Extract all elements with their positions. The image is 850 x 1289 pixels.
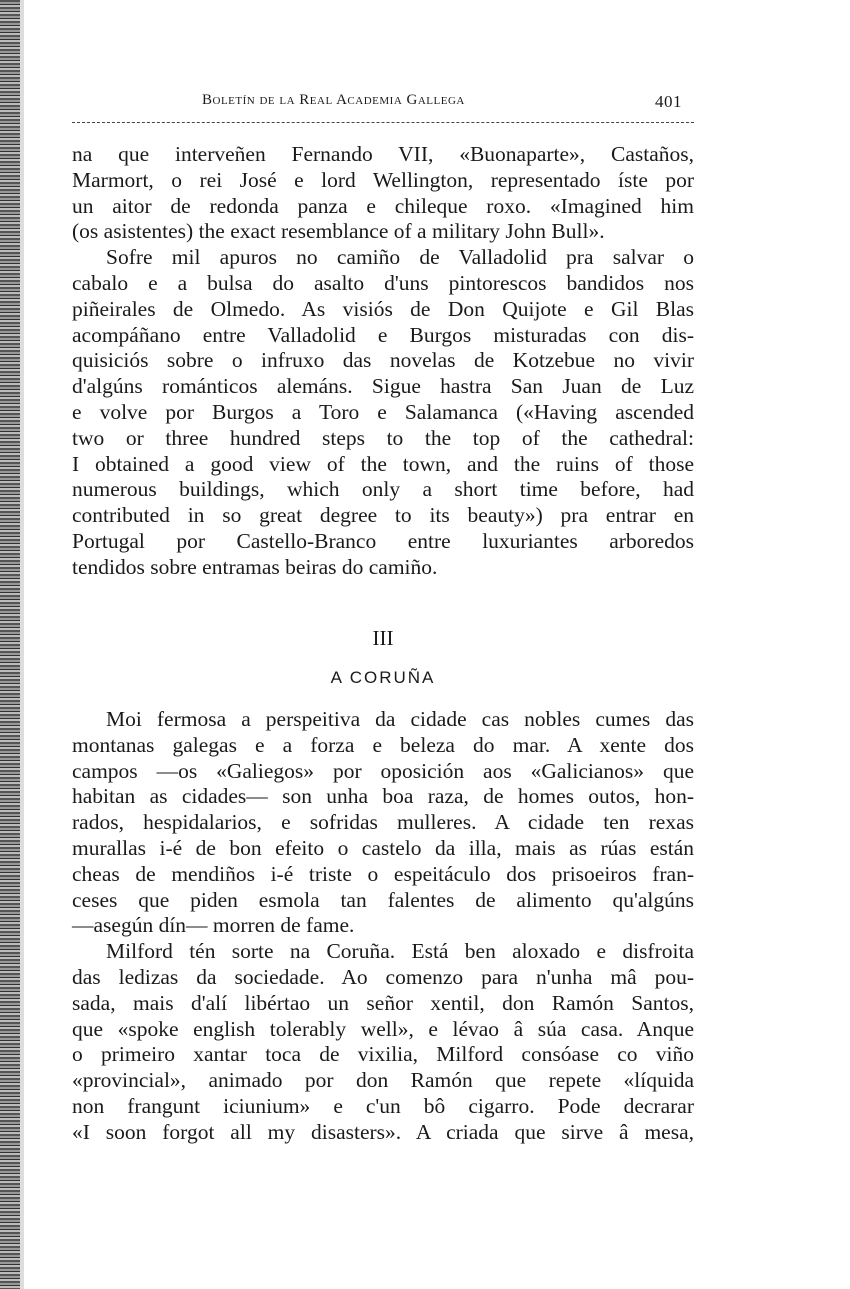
section-number: III bbox=[372, 626, 394, 650]
text-line: que «spoke english tolerably well», e lévao â súa casa. Anque bbox=[72, 1016, 694, 1041]
running-header bbox=[72, 92, 694, 116]
text-line: ceses que piden esmola tan falentes de alimento qu'algúns bbox=[72, 887, 694, 912]
text-line: «provincial», animado por don Ramón que repete «líquida bbox=[72, 1068, 694, 1093]
text-line: Sofre mil apuros no camiño de Valladolid pra salvar o bbox=[106, 245, 694, 270]
text-line: «I soon forgot all my disasters». A criada que sirve â mesa, bbox=[72, 1119, 694, 1144]
text-line: habitan as cidades— son unha boa raza, de homes outos, hon- bbox=[72, 784, 694, 809]
text-line: campos —os «Galiegos» por oposición aos «Galicianos» que bbox=[72, 758, 694, 783]
text-line: cheas de mendiños i-é triste o espeitáculo dos prisoeiros fran- bbox=[72, 861, 694, 886]
text-line: sada, mais d'alí libértao un señor xentil, don Ramón Santos, bbox=[72, 990, 694, 1015]
text-line: numerous buildings, which only a short time before, had bbox=[72, 477, 694, 502]
text-line: acompáñano entre Valladolid e Burgos misturadas con dis- bbox=[72, 322, 694, 347]
text-line: I obtained a good view of the town, and the ruins of those bbox=[72, 451, 694, 476]
text-line: montanas galegas e a forza e beleza do mar. A xente dos bbox=[72, 732, 694, 757]
text-line: Portugal por Castello-Branco entre luxuriantes arboredos bbox=[72, 528, 694, 553]
text-line: murallas i-é de bon efeito o castelo da illa, mais as rúas están bbox=[72, 835, 694, 860]
text-line: d'algúns románticos alemáns. Sigue hastra San Juan de Luz bbox=[72, 374, 694, 399]
section-title: A CORUÑA bbox=[330, 668, 436, 687]
text-line: rados, hespidalarios, e sofridas mulleres. A cidade ten rexas bbox=[72, 810, 694, 835]
text-line: tendidos sobre entramas beiras do camiño. bbox=[72, 554, 438, 579]
text-line: two or three hundred steps to the top of the cathedral: bbox=[72, 425, 694, 450]
text-line: —asegún dín— morren de fame. bbox=[72, 913, 355, 938]
text-line: Moi fermosa a perspeitiva da cidade cas nobles cumes das bbox=[106, 707, 694, 731]
text-line: Milford tén sorte na Coruña. Está ben aloxado e disfroita bbox=[106, 939, 694, 964]
journal-title: Boletín de la Real Academia Gallega bbox=[202, 92, 465, 108]
text-line: cabalo e a bulsa do asalto d'uns pintorescos bandidos nos bbox=[72, 270, 694, 295]
text-line: contributed in so great degree to its beauty») pra entrar en bbox=[72, 503, 694, 528]
text-block-2 bbox=[72, 707, 694, 1146]
text-line: un aitor de redonda panza e chileque roxo. «Imagined him bbox=[72, 193, 694, 218]
text-line: Marmort, o rei José e lord Wellington, representado íste por bbox=[72, 167, 694, 192]
text-line: piñeirales de Olmedo. As visiós de Don Quijote e Gil Blas bbox=[72, 296, 694, 321]
text-line: non frangunt iciunium» e c'un bô cigarro. Pode decrarar bbox=[72, 1093, 694, 1118]
text-line: (os asistentes) the exact resemblance of a military John Bull». bbox=[72, 219, 605, 244]
text-line: quisiciós sobre o infruxo das novelas de Kotzebue no vivir bbox=[72, 348, 694, 373]
text-block-1 bbox=[72, 142, 694, 581]
text-line: e volve por Burgos a Toro e Salamanca («Having ascended bbox=[72, 399, 694, 424]
header-rule bbox=[72, 122, 694, 123]
text-line: na que interveñen Fernando VII, «Buonaparte», Castaños, bbox=[72, 142, 694, 166]
text-line: das ledizas da sociedade. Ao comenzo para n'unha mâ pou- bbox=[72, 964, 694, 989]
page-number: 401 bbox=[655, 92, 682, 111]
text-line: o primeiro xantar toca de vixilia, Milford consóase co viño bbox=[72, 1042, 694, 1067]
